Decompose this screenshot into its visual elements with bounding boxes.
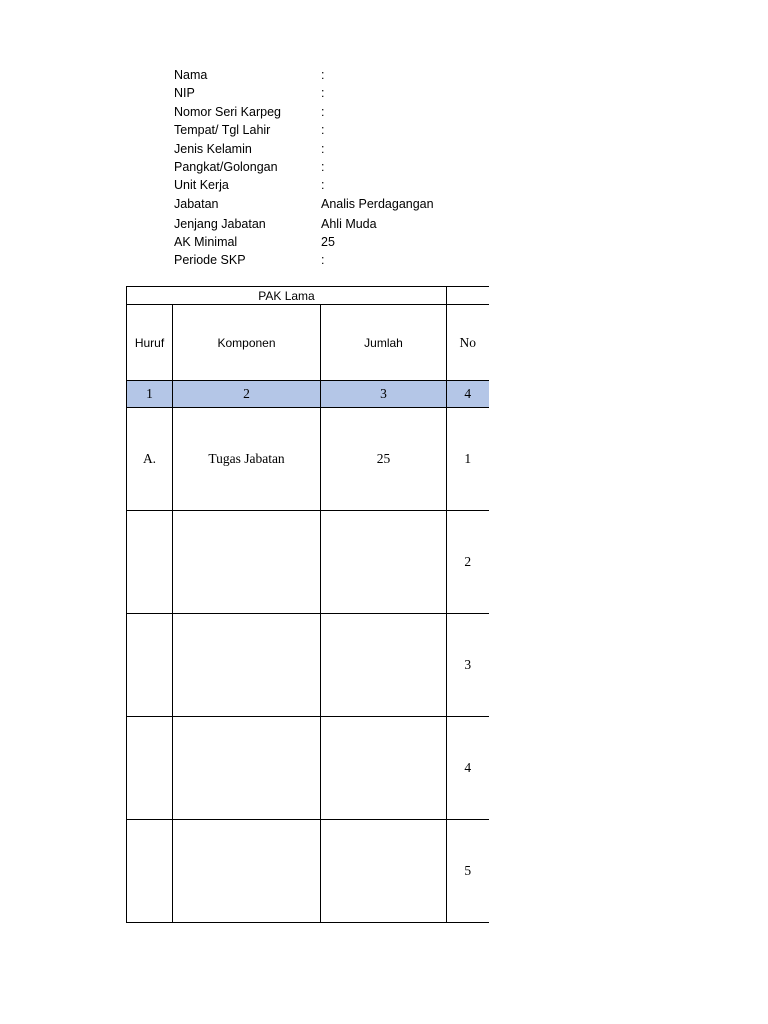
table-row: [127, 408, 489, 511]
group-header-row: [127, 287, 489, 305]
column-number: 3: [321, 381, 447, 408]
info-label: AK Minimal: [174, 235, 238, 250]
info-value: :: [321, 123, 325, 138]
info-label: Tempat/ Tgl Lahir: [174, 123, 271, 138]
column-number-row: [127, 381, 489, 408]
info-value: :: [321, 141, 325, 156]
cell-no: 3: [447, 614, 489, 717]
cell-jumlah: [321, 511, 447, 614]
header-huruf: Huruf: [127, 305, 173, 381]
header-no: No: [447, 305, 489, 381]
info-label: Nama: [174, 68, 208, 82]
pak-table-container: [126, 286, 489, 923]
info-value: :: [321, 86, 325, 101]
column-number: 1: [127, 381, 173, 408]
info-label: Jabatan: [174, 196, 219, 211]
info-row-ak-minimal: [174, 233, 434, 251]
cell-jumlah: 25: [321, 408, 447, 511]
info-value: :: [321, 159, 325, 174]
info-row-periode-skp: [174, 251, 434, 269]
header-jumlah: Jumlah: [321, 305, 447, 381]
cell-no: 4: [447, 717, 489, 820]
column-number: 4: [447, 381, 489, 408]
employee-info: [174, 66, 434, 270]
column-number: 2: [173, 381, 321, 408]
pak-table: [126, 286, 489, 923]
info-value: :: [321, 68, 325, 82]
cell-no: 5: [447, 820, 489, 923]
group-header-pak-lama: PAK Lama: [127, 287, 447, 305]
info-value: Ahli Muda: [321, 216, 377, 231]
info-value: 25: [321, 235, 335, 250]
info-row-karpeg: [174, 103, 434, 121]
cell-jumlah: [321, 614, 447, 717]
cell-huruf: [127, 717, 173, 820]
info-row-nip: [174, 84, 434, 102]
info-value: :: [321, 178, 325, 193]
info-row-unit-kerja: [174, 176, 434, 194]
group-header-blank: [447, 287, 489, 305]
table-row: [127, 511, 489, 614]
info-value: :: [321, 253, 325, 268]
info-row-jenjang: [174, 215, 434, 233]
info-label: NIP: [174, 86, 195, 101]
info-row-nama: [174, 66, 434, 84]
info-row-jenis-kelamin: [174, 140, 434, 158]
cell-jumlah: [321, 717, 447, 820]
info-label: Unit Kerja: [174, 178, 229, 193]
info-row-jabatan: [174, 195, 434, 213]
cell-huruf: [127, 511, 173, 614]
cell-huruf: A.: [127, 408, 173, 511]
table-row: [127, 717, 489, 820]
cell-komponen: Tugas Jabatan: [173, 408, 321, 511]
cell-jumlah: [321, 820, 447, 923]
info-label: Jenis Kelamin: [174, 141, 252, 156]
cell-no: 1: [447, 408, 489, 511]
info-label: Jenjang Jabatan: [174, 216, 266, 231]
info-value: Analis Perdagangan: [321, 196, 434, 211]
info-label: Pangkat/Golongan: [174, 159, 278, 174]
cell-huruf: [127, 820, 173, 923]
info-row-pangkat: [174, 158, 434, 176]
info-label: Periode SKP: [174, 253, 246, 268]
info-value: :: [321, 104, 325, 119]
table-row: [127, 614, 489, 717]
info-row-ttl: [174, 121, 434, 139]
header-komponen: Komponen: [173, 305, 321, 381]
cell-komponen: [173, 717, 321, 820]
info-label: Nomor Seri Karpeg: [174, 104, 281, 119]
table-row: [127, 820, 489, 923]
cell-komponen: [173, 820, 321, 923]
cell-komponen: [173, 511, 321, 614]
column-header-row: [127, 305, 489, 381]
cell-no: 2: [447, 511, 489, 614]
cell-huruf: [127, 614, 173, 717]
cell-komponen: [173, 614, 321, 717]
